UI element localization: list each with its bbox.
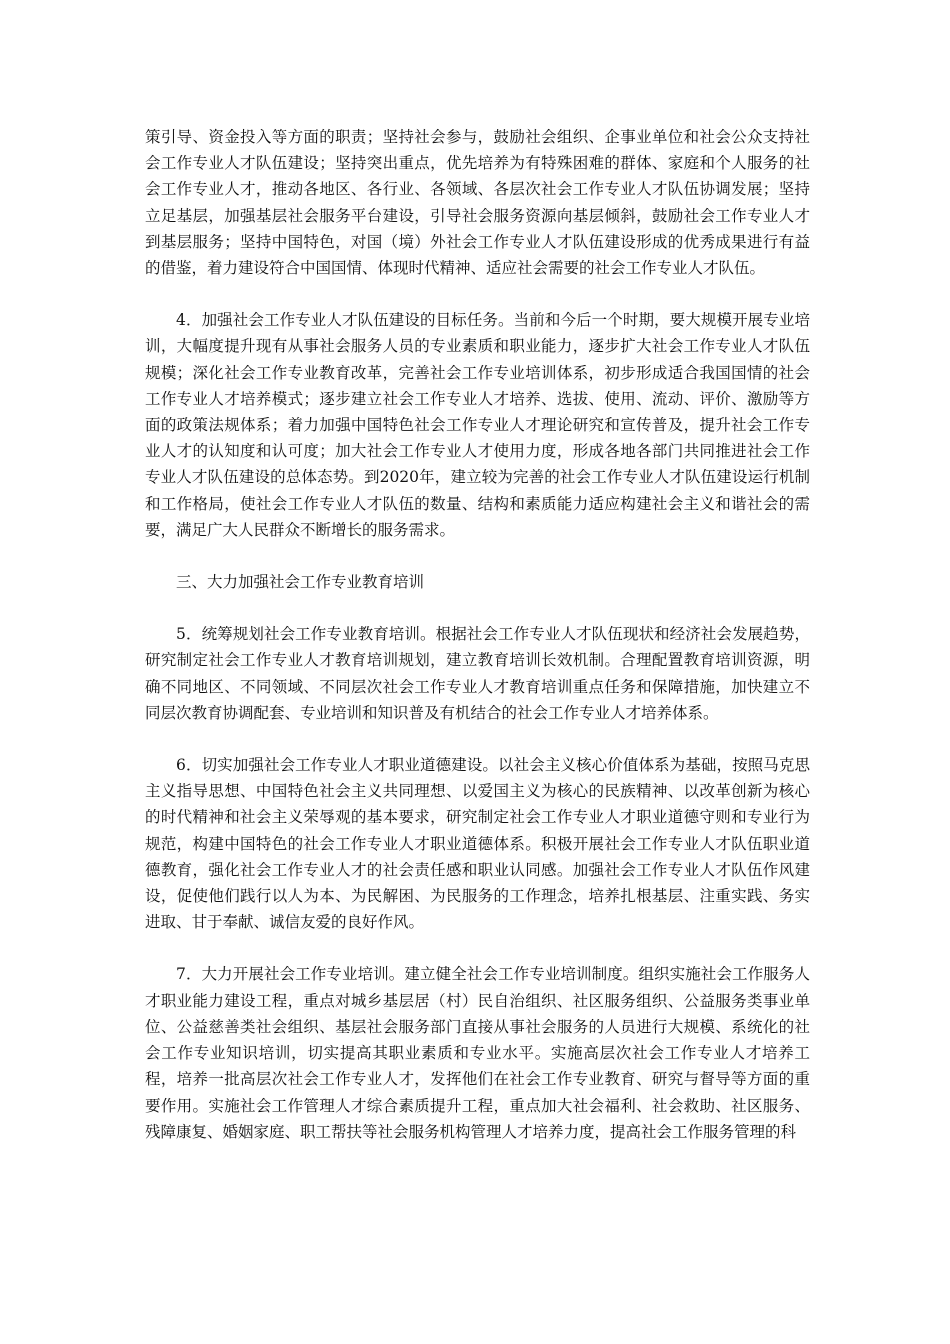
paragraph-item-6: 6．切实加强社会工作专业人才职业道德建设。以社会主义核心价值体系为基础，按照马克思主义指导思想、中国特色社会主义共同理想、以爱国主义为核心的民族精神、以改革创新为核心的时代精神和社会主义荣辱观的基本要求，研究制定社会工作专业人才职业道德守则和专业行为规范，构建中国特色的社会工作专业人才职业道德体系。积极开展社会工作专业人才队伍职业道德教育，强化社会工作专业人才的社会责任感和职业认同感。加强社会工作专业人才队伍作风建设，促使他们践行以人为本、为民解困、为民服务的工作理念，培养扎根基层、注重实践、务实进取、甘于奉献、诚信友爱的良好作风。 — [145, 756, 810, 932]
paragraph-item-7: 7．大力开展社会工作专业培训。建立健全社会工作专业培训制度。组织实施社会工作服务人才职业能力建设工程，重点对城乡基层居（村）民自治组织、社区服务组织、公益服务类事业单位、公益慈善类社会组织、基层社会服务部门直接从事社会服务的人员进行大规模、系统化的社会工作专业知识培训，切实提高其职业素质和专业水平。实施高层次社会工作专业人才培养工程，培养一批高层次社会工作专业人才，发挥他们在社会工作专业教育、研究与督导等方面的重要作用。实施社会工作管理人才综合素质提升工程，重点加大社会福利、社会救助、社区服务、残障康复、婚姻家庭、职工帮扶等社会服务机构管理人才培养力度，提高社会工作服务管理的科 — [145, 965, 810, 1141]
paragraph-item-5: 5．统筹规划社会工作专业教育培训。根据社会工作专业人才队伍现状和经济社会发展趋势，研究制定社会工作专业人才教育培训规划，建立教育培训长效机制。合理配置教育培训资源，明确不同地区、不同领域、不同层次社会工作专业人才教育培训重点任务和保障措施，加快建立不同层次教育协调配套、专业培训和知识普及有机结合的社会工作专业人才培养体系。 — [145, 625, 810, 722]
paragraph-continued: 策引导、资金投入等方面的职责；坚持社会参与，鼓励社会组织、企事业单位和社会公众支持社会工作专业人才队伍建设；坚持突出重点，优先培养为有特殊困难的群体、家庭和个人服务的社会工作专业人才，推动各地区、各行业、各领域、各层次社会工作专业人才队伍协调发展；坚持立足基层，加强基层社会服务平台建设，引导社会服务资源向基层倾斜，鼓励社会工作专业人才到基层服务；坚持中国特色，对国（境）外社会工作专业人才队伍建设形成的优秀成果进行有益的借鉴，着力建设符合中国国情、体现时代精神、适应社会需要的社会工作专业人才队伍。 — [145, 128, 810, 278]
paragraph-item-4: 4．加强社会工作专业人才队伍建设的目标任务。当前和今后一个时期，要大规模开展专业培训，大幅度提升现有从事社会服务人员的专业素质和职业能力，逐步扩大社会工作专业人才队伍规模；深化社会工作专业教育改革，完善社会工作专业培训体系，初步形成适合我国国情的社会工作专业人才培养模式；逐步建立社会工作专业人才培养、选拔、使用、流动、评价、激励等方面的政策法规体系；着力加强中国特色社会工作专业人才理论研究和宣传普及，提升社会工作专业人才的认知度和认可度；加大社会工作专业人才使用力度，形成各地各部门共同推进社会工作专业人才队伍建设的总体态势。到2020年，建立较为完善的社会工作专业人才队伍建设运行机制和工作格局，使社会工作专业人才队伍的数量、结构和素质能力适应构建社会主义和谐社会的需要，满足广大人民群众不断增长的服务需求。 — [145, 311, 810, 539]
document-page — [145, 124, 810, 1171]
section-heading-3: 三、大力加强社会工作专业教育培训 — [176, 573, 425, 592]
